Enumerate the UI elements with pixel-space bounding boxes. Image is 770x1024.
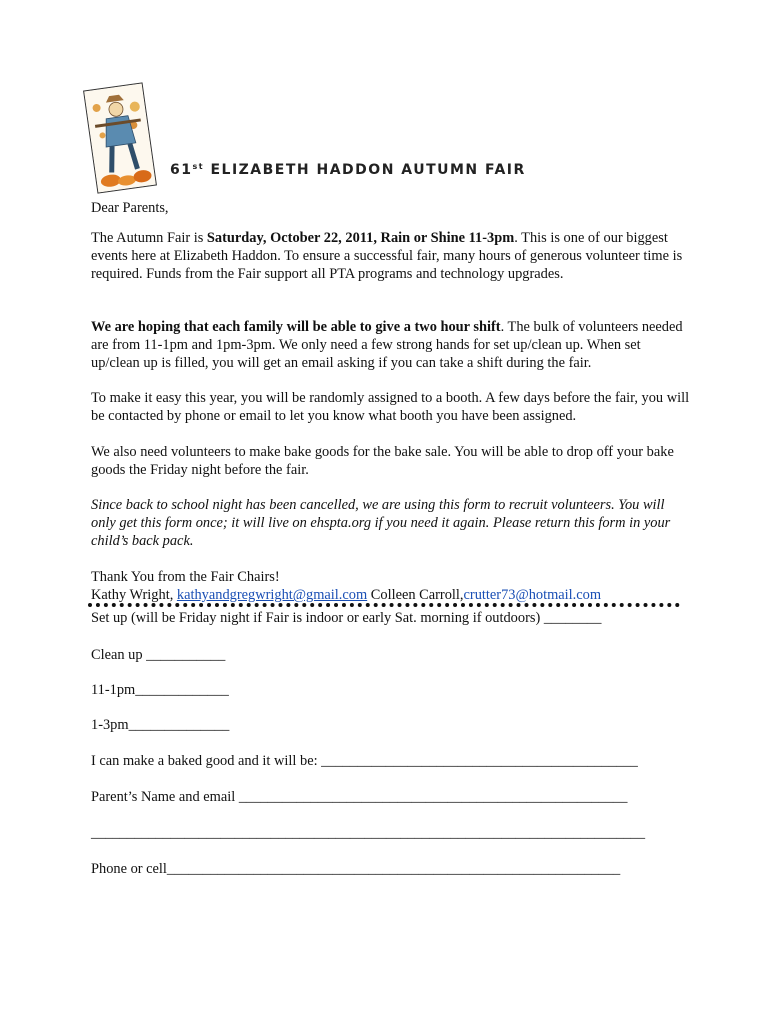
thanks-line: Thank You from the Fair Chairs! — [91, 569, 280, 585]
paragraph-note: Since back to school night has been cancelled, we are using this form to recruit volunteers. You will only get this form once; it will live on ehspta.org if you need it again. Please return this form in your child’s back pack. — [91, 497, 671, 549]
chairs-line: Kathy Wright, kathyandgregwright@gmail.com Colleen Carroll,crutter73@hotmail.com — [91, 587, 602, 603]
setup-field[interactable]: Set up (will be Friday night if Fair is indoor or early Sat. morning if outdoors) ________ — [91, 610, 602, 626]
cut-line-divider — [88, 603, 680, 607]
phone-field[interactable]: Phone or cell_______________________________________________________________ — [91, 861, 621, 877]
chair2-email-link[interactable]: crutter73@hotmail.com — [463, 587, 602, 603]
baked-good-field[interactable]: I can make a baked good and it will be: ____________________________________________ — [91, 753, 638, 769]
shift-1-3-field[interactable]: 1-3pm______________ — [91, 717, 230, 733]
shift-11-1-field[interactable]: 11-1pm_____________ — [91, 682, 229, 698]
parent-extra-line-field[interactable]: _____________________________________________________________________________ — [91, 825, 646, 841]
parent-name-email-field[interactable]: Parent’s Name and email ______________________________________________________ — [91, 789, 628, 805]
chair1-email-link[interactable]: kathyandgregwright@gmail.com — [176, 587, 368, 603]
page-title: 61st ELIZABETH HADDON AUTUMN FAIR — [170, 162, 526, 178]
cleanup-field[interactable]: Clean up ___________ — [91, 647, 226, 663]
paragraph-fair-date: The Autumn Fair is Saturday, October 22, 2011, Rain or Shine 11-3pm. This is one of our biggest events here at Elizabeth Haddon. To ensure a successful fair, many hours of generous volunteer time is required. Funds from the Fair support all PTA programs and technology upgrades. — [91, 230, 683, 282]
paragraph-shift: We are hoping that each family will be able to give a two hour shift. The bulk of volunteers needed are from 11-1pm and 1pm-3pm. We only need a few strong hands for set up/clean up. When set up/clean up is filled, you will get an email asking if you can take a shift during the fair. — [91, 319, 683, 371]
paragraph-booth: To make it easy this year, you will be randomly assigned to a booth. A few days before the fair, you will be contacted by phone or email to let you know what booth you have been assigned. — [91, 390, 690, 424]
greeting: Dear Parents, — [91, 200, 169, 216]
paragraph-bake: We also need volunteers to make bake goods for the bake sale. You will be able to drop off your bake goods the Friday night before the fair. — [91, 444, 674, 478]
scarecrow-clipart — [83, 82, 157, 193]
